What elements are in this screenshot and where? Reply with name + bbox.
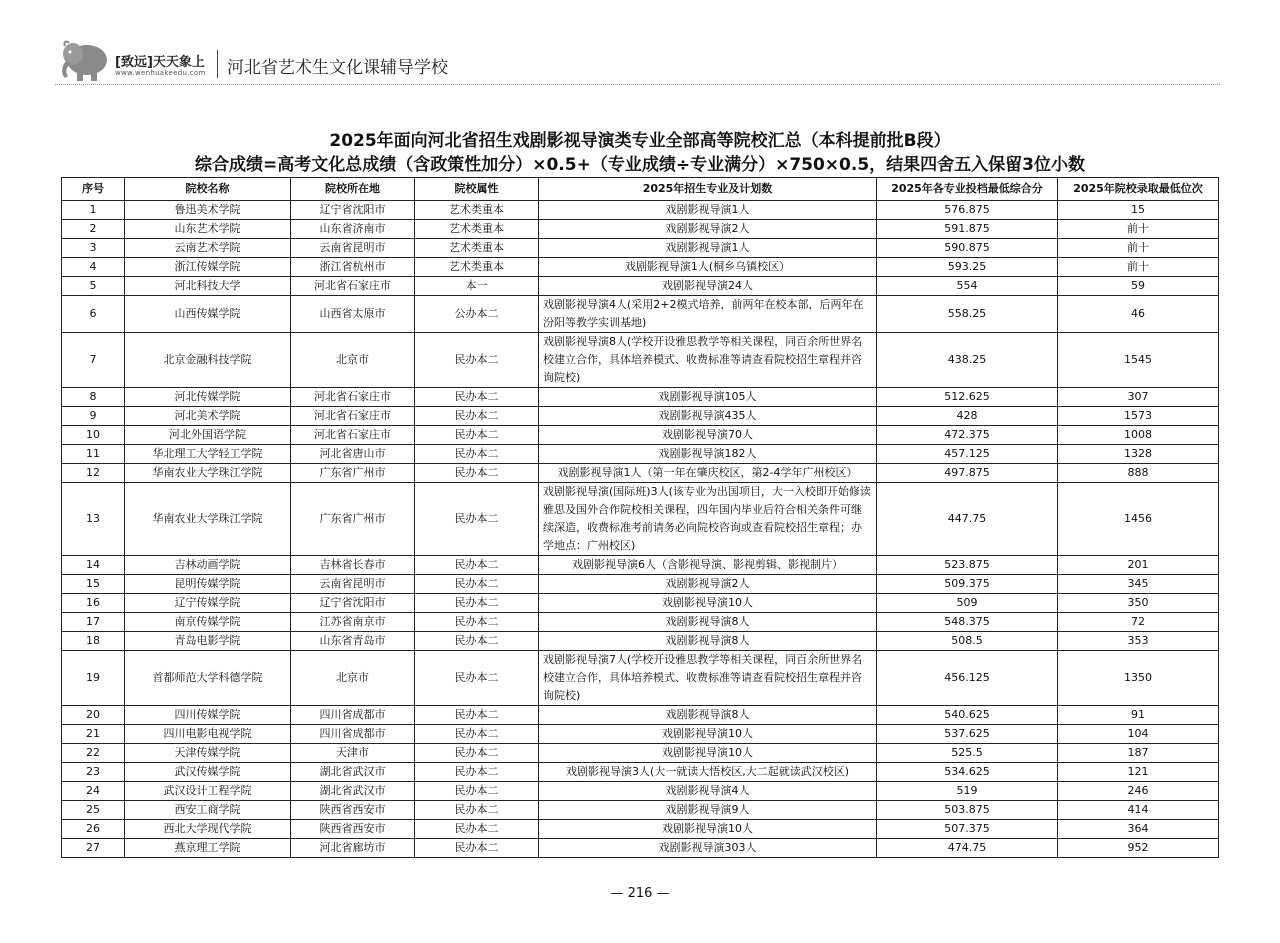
table-row <box>62 556 1219 575</box>
row-number: 9 <box>62 407 125 426</box>
min-score-cell: 456.125 <box>877 651 1058 706</box>
school-type-cell: 民办本二 <box>415 445 539 464</box>
plan-cell: 戏剧影视导演9人 <box>539 801 877 820</box>
min-rank-cell: 345 <box>1058 575 1219 594</box>
page-title: 2025年面向河北省招生戏剧影视导演类专业全部高等院校汇总（本科提前批B段） <box>329 131 951 151</box>
row-number: 8 <box>62 388 125 407</box>
school-type-cell: 艺术类重本 <box>415 239 539 258</box>
school-name-cell: 云南艺术学院 <box>125 239 291 258</box>
table-row <box>62 651 1219 706</box>
location-cell: 山东省青岛市 <box>291 632 415 651</box>
row-number: 6 <box>62 296 125 333</box>
min-score-cell: 509.375 <box>877 575 1058 594</box>
min-rank-cell: 59 <box>1058 277 1219 296</box>
school-name-cell: 首都师范大学科德学院 <box>125 651 291 706</box>
min-rank-cell: 187 <box>1058 744 1219 763</box>
table-row <box>62 613 1219 632</box>
plan-cell: 戏剧影视导演10人 <box>539 594 877 613</box>
school-type-cell: 民办本二 <box>415 632 539 651</box>
school-name-cell: 河北科技大学 <box>125 277 291 296</box>
plan-cell: 戏剧影视导演4人(采用2+2模式培养，前两年在校本部，后两年在汾阳等教学实训基地) <box>539 296 877 333</box>
location-cell: 河北省唐山市 <box>291 445 415 464</box>
min-score-cell: 523.875 <box>877 556 1058 575</box>
min-rank-cell: 46 <box>1058 296 1219 333</box>
plan-cell: 戏剧影视导演7人(学校开设雅思教学等相关课程，同百余所世界名校建立合作，具体培养模式、收费标准等请查看院校招生章程并咨询院校) <box>539 651 877 706</box>
table-row <box>62 594 1219 613</box>
school-name-cell: 山东艺术学院 <box>125 220 291 239</box>
table-row <box>62 801 1219 820</box>
location-cell: 河北省石家庄市 <box>291 426 415 445</box>
min-rank-cell: 前十 <box>1058 239 1219 258</box>
school-name-cell: 华南农业大学珠江学院 <box>125 483 291 556</box>
school-name-cell: 华南农业大学珠江学院 <box>125 464 291 483</box>
location-cell: 辽宁省沈阳市 <box>291 201 415 220</box>
min-score-cell: 593.25 <box>877 258 1058 277</box>
min-score-cell: 525.5 <box>877 744 1058 763</box>
row-number: 16 <box>62 594 125 613</box>
location-cell: 陕西省西安市 <box>291 820 415 839</box>
table-row <box>62 296 1219 333</box>
min-score-cell: 474.75 <box>877 839 1058 858</box>
min-rank-cell: 353 <box>1058 632 1219 651</box>
location-cell: 北京市 <box>291 651 415 706</box>
location-cell: 广东省广州市 <box>291 483 415 556</box>
school-name-cell: 昆明传媒学院 <box>125 575 291 594</box>
school-type-cell: 民办本二 <box>415 613 539 632</box>
table-row <box>62 744 1219 763</box>
min-score-cell: 428 <box>877 407 1058 426</box>
location-cell: 广东省广州市 <box>291 464 415 483</box>
min-score-cell: 554 <box>877 277 1058 296</box>
plan-cell: 戏剧影视导演6人（含影视导演、影视剪辑、影视制片） <box>539 556 877 575</box>
plan-cell: 戏剧影视导演435人 <box>539 407 877 426</box>
plan-cell: 戏剧影视导演2人 <box>539 575 877 594</box>
min-score-cell: 503.875 <box>877 801 1058 820</box>
row-number: 17 <box>62 613 125 632</box>
min-rank-cell: 1456 <box>1058 483 1219 556</box>
school-type-cell: 民办本二 <box>415 483 539 556</box>
min-rank-cell: 414 <box>1058 801 1219 820</box>
table-row <box>62 575 1219 594</box>
min-score-cell: 548.375 <box>877 613 1058 632</box>
row-number: 18 <box>62 632 125 651</box>
brand-name: [致远]天天象上 <box>115 55 205 70</box>
table-row <box>62 426 1219 445</box>
page-subtitle: 综合成绩=高考文化总成绩（含政策性加分）×0.5+（专业成绩÷专业满分）×750×0.5，结果四舍五入保留3位小数 <box>194 155 1085 175</box>
plan-cell: 戏剧影视导演70人 <box>539 426 877 445</box>
school-name-cell: 辽宁传媒学院 <box>125 594 291 613</box>
table-row <box>62 388 1219 407</box>
page-header <box>55 38 1220 86</box>
school-type-cell: 民办本二 <box>415 594 539 613</box>
row-number: 4 <box>62 258 125 277</box>
row-number: 14 <box>62 556 125 575</box>
table-row <box>62 763 1219 782</box>
row-number: 25 <box>62 801 125 820</box>
school-name-cell: 河北外国语学院 <box>125 426 291 445</box>
location-cell: 陕西省西安市 <box>291 801 415 820</box>
min-rank-cell: 104 <box>1058 725 1219 744</box>
row-number: 23 <box>62 763 125 782</box>
row-number: 26 <box>62 820 125 839</box>
school-type-cell: 民办本二 <box>415 725 539 744</box>
plan-cell: 戏剧影视导演4人 <box>539 782 877 801</box>
row-number: 22 <box>62 744 125 763</box>
min-rank-cell: 1545 <box>1058 333 1219 388</box>
min-score-cell: 591.875 <box>877 220 1058 239</box>
location-cell: 北京市 <box>291 333 415 388</box>
table-row <box>62 258 1219 277</box>
table-row <box>62 407 1219 426</box>
location-cell: 河北省石家庄市 <box>291 277 415 296</box>
location-cell: 云南省昆明市 <box>291 239 415 258</box>
school-name-cell: 四川电影电视学院 <box>125 725 291 744</box>
location-cell: 山西省太原市 <box>291 296 415 333</box>
row-number: 7 <box>62 333 125 388</box>
min-score-cell: 537.625 <box>877 725 1058 744</box>
plan-cell: 戏剧影视导演8人 <box>539 613 877 632</box>
logo <box>55 38 225 86</box>
school-type-cell: 民办本二 <box>415 464 539 483</box>
school-name-cell: 南京传媒学院 <box>125 613 291 632</box>
page-number: — 216 — <box>610 886 670 901</box>
column-header: 2025年招生专业及计划数 <box>539 178 877 201</box>
min-rank-cell: 1573 <box>1058 407 1219 426</box>
min-rank-cell: 15 <box>1058 201 1219 220</box>
table-row <box>62 333 1219 388</box>
plan-cell: 戏剧影视导演1人(桐乡乌镇校区） <box>539 258 877 277</box>
location-cell: 河北省石家庄市 <box>291 388 415 407</box>
school-name-cell: 西北大学现代学院 <box>125 820 291 839</box>
location-cell: 湖北省武汉市 <box>291 763 415 782</box>
row-number: 1 <box>62 201 125 220</box>
school-name-cell: 山西传媒学院 <box>125 296 291 333</box>
location-cell: 浙江省杭州市 <box>291 258 415 277</box>
school-type-cell: 民办本二 <box>415 556 539 575</box>
location-cell: 河北省石家庄市 <box>291 407 415 426</box>
location-cell: 江苏省南京市 <box>291 613 415 632</box>
location-cell: 吉林省长春市 <box>291 556 415 575</box>
school-type-cell: 民办本二 <box>415 706 539 725</box>
row-number: 24 <box>62 782 125 801</box>
location-cell: 云南省昆明市 <box>291 575 415 594</box>
min-rank-cell: 364 <box>1058 820 1219 839</box>
min-rank-cell: 121 <box>1058 763 1219 782</box>
elephant-logo-icon <box>55 38 113 84</box>
location-cell: 河北省廊坊市 <box>291 839 415 858</box>
school-name-cell: 北京金融科技学院 <box>125 333 291 388</box>
table-row <box>62 201 1219 220</box>
plan-cell: 戏剧影视导演1人 <box>539 239 877 258</box>
min-score-cell: 507.375 <box>877 820 1058 839</box>
min-rank-cell: 888 <box>1058 464 1219 483</box>
row-number: 5 <box>62 277 125 296</box>
table-row <box>62 632 1219 651</box>
min-rank-cell: 72 <box>1058 613 1219 632</box>
school-name-cell: 华北理工大学轻工学院 <box>125 445 291 464</box>
min-score-cell: 590.875 <box>877 239 1058 258</box>
school-type-cell: 民办本二 <box>415 426 539 445</box>
school-name-cell: 鲁迅美术学院 <box>125 201 291 220</box>
row-number: 12 <box>62 464 125 483</box>
min-rank-cell: 307 <box>1058 388 1219 407</box>
school-type-cell: 民办本二 <box>415 388 539 407</box>
plan-cell: 戏剧影视导演10人 <box>539 820 877 839</box>
plan-cell: 戏剧影视导演3人(大一就读大悟校区,大二起就读武汉校区) <box>539 763 877 782</box>
column-header: 序号 <box>62 178 125 201</box>
table-row <box>62 820 1219 839</box>
row-number: 27 <box>62 839 125 858</box>
school-type-cell: 民办本二 <box>415 763 539 782</box>
column-header: 院校名称 <box>125 178 291 201</box>
plan-cell: 戏剧影视导演10人 <box>539 744 877 763</box>
min-score-cell: 438.25 <box>877 333 1058 388</box>
min-score-cell: 512.625 <box>877 388 1058 407</box>
location-cell: 湖北省武汉市 <box>291 782 415 801</box>
admissions-table <box>61 177 1219 858</box>
row-number: 21 <box>62 725 125 744</box>
school-type-cell: 民办本二 <box>415 575 539 594</box>
column-header: 院校所在地 <box>291 178 415 201</box>
min-rank-cell: 952 <box>1058 839 1219 858</box>
school-name-cell: 吉林动画学院 <box>125 556 291 575</box>
school-type-cell: 民办本二 <box>415 801 539 820</box>
row-number: 10 <box>62 426 125 445</box>
min-score-cell: 447.75 <box>877 483 1058 556</box>
plan-cell: 戏剧影视导演182人 <box>539 445 877 464</box>
min-rank-cell: 350 <box>1058 594 1219 613</box>
min-score-cell: 558.25 <box>877 296 1058 333</box>
school-name-cell: 河北传媒学院 <box>125 388 291 407</box>
table-row <box>62 725 1219 744</box>
min-rank-cell: 201 <box>1058 556 1219 575</box>
school-type-cell: 民办本二 <box>415 820 539 839</box>
school-type-cell: 民办本二 <box>415 407 539 426</box>
table-row <box>62 782 1219 801</box>
header-divider <box>217 50 218 78</box>
school-name-cell: 天津传媒学院 <box>125 744 291 763</box>
school-name-cell: 四川传媒学院 <box>125 706 291 725</box>
min-rank-cell: 91 <box>1058 706 1219 725</box>
school-type-cell: 本一 <box>415 277 539 296</box>
min-rank-cell: 246 <box>1058 782 1219 801</box>
min-score-cell: 497.875 <box>877 464 1058 483</box>
row-number: 20 <box>62 706 125 725</box>
school-type-cell: 民办本二 <box>415 744 539 763</box>
school-name-cell: 浙江传媒学院 <box>125 258 291 277</box>
min-score-cell: 472.375 <box>877 426 1058 445</box>
plan-cell: 戏剧影视导演8人 <box>539 706 877 725</box>
school-type-cell: 公办本二 <box>415 296 539 333</box>
school-name-cell: 武汉设计工程学院 <box>125 782 291 801</box>
table-header-row <box>62 178 1219 201</box>
school-name-cell: 西安工商学院 <box>125 801 291 820</box>
location-cell: 四川省成都市 <box>291 725 415 744</box>
school-type-cell: 民办本二 <box>415 651 539 706</box>
location-cell: 山东省济南市 <box>291 220 415 239</box>
row-number: 19 <box>62 651 125 706</box>
plan-cell: 戏剧影视导演8人 <box>539 632 877 651</box>
header-rule <box>55 84 1220 85</box>
plan-cell: 戏剧影视导演10人 <box>539 725 877 744</box>
school-name-cell: 武汉传媒学院 <box>125 763 291 782</box>
min-score-cell: 534.625 <box>877 763 1058 782</box>
min-score-cell: 509 <box>877 594 1058 613</box>
plan-cell: 戏剧影视导演24人 <box>539 277 877 296</box>
school-type-cell: 民办本二 <box>415 782 539 801</box>
table-row <box>62 483 1219 556</box>
min-rank-cell: 1328 <box>1058 445 1219 464</box>
plan-cell: 戏剧影视导演105人 <box>539 388 877 407</box>
column-header: 院校属性 <box>415 178 539 201</box>
table-row <box>62 706 1219 725</box>
min-rank-cell: 1350 <box>1058 651 1219 706</box>
table-row <box>62 220 1219 239</box>
school-name-cell: 青岛电影学院 <box>125 632 291 651</box>
column-header: 2025年各专业投档最低综合分 <box>877 178 1058 201</box>
column-header: 2025年院校录取最低位次 <box>1058 178 1219 201</box>
row-number: 13 <box>62 483 125 556</box>
min-rank-cell: 前十 <box>1058 220 1219 239</box>
table-row <box>62 445 1219 464</box>
min-score-cell: 457.125 <box>877 445 1058 464</box>
plan-cell: 戏剧影视导演1人（第一年在肇庆校区，第2-4学年广州校区） <box>539 464 877 483</box>
row-number: 2 <box>62 220 125 239</box>
school-type-cell: 民办本二 <box>415 839 539 858</box>
min-rank-cell: 前十 <box>1058 258 1219 277</box>
plan-cell: 戏剧影视导演(国际班)3人(该专业为出国项目，大一入校即开始修读雅思及国外合作院校相关课程，四年国内毕业后符合相关条件可继续深造，收费标准考前请务必向院校咨询或查看院校招生章程；办学地点：广州校区) <box>539 483 877 556</box>
school-name: 河北省艺术生文化课辅导学校 <box>227 58 448 78</box>
table-row <box>62 277 1219 296</box>
school-name-cell: 河北美术学院 <box>125 407 291 426</box>
school-type-cell: 艺术类重本 <box>415 220 539 239</box>
brand-url: www.wenhuakeedu.com <box>115 69 206 77</box>
row-number: 11 <box>62 445 125 464</box>
min-score-cell: 540.625 <box>877 706 1058 725</box>
location-cell: 辽宁省沈阳市 <box>291 594 415 613</box>
school-type-cell: 民办本二 <box>415 333 539 388</box>
min-score-cell: 576.875 <box>877 201 1058 220</box>
plan-cell: 戏剧影视导演8人(学校开设雅思教学等相关课程，同百余所世界名校建立合作，具体培养模式、收费标准等请查看院校招生章程并咨询院校) <box>539 333 877 388</box>
min-score-cell: 519 <box>877 782 1058 801</box>
location-cell: 天津市 <box>291 744 415 763</box>
min-rank-cell: 1008 <box>1058 426 1219 445</box>
table-row <box>62 839 1219 858</box>
location-cell: 四川省成都市 <box>291 706 415 725</box>
school-name-cell: 燕京理工学院 <box>125 839 291 858</box>
table-row <box>62 464 1219 483</box>
school-type-cell: 艺术类重本 <box>415 258 539 277</box>
plan-cell: 戏剧影视导演303人 <box>539 839 877 858</box>
min-score-cell: 508.5 <box>877 632 1058 651</box>
row-number: 15 <box>62 575 125 594</box>
plan-cell: 戏剧影视导演2人 <box>539 220 877 239</box>
table-row <box>62 239 1219 258</box>
plan-cell: 戏剧影视导演1人 <box>539 201 877 220</box>
row-number: 3 <box>62 239 125 258</box>
school-type-cell: 艺术类重本 <box>415 201 539 220</box>
